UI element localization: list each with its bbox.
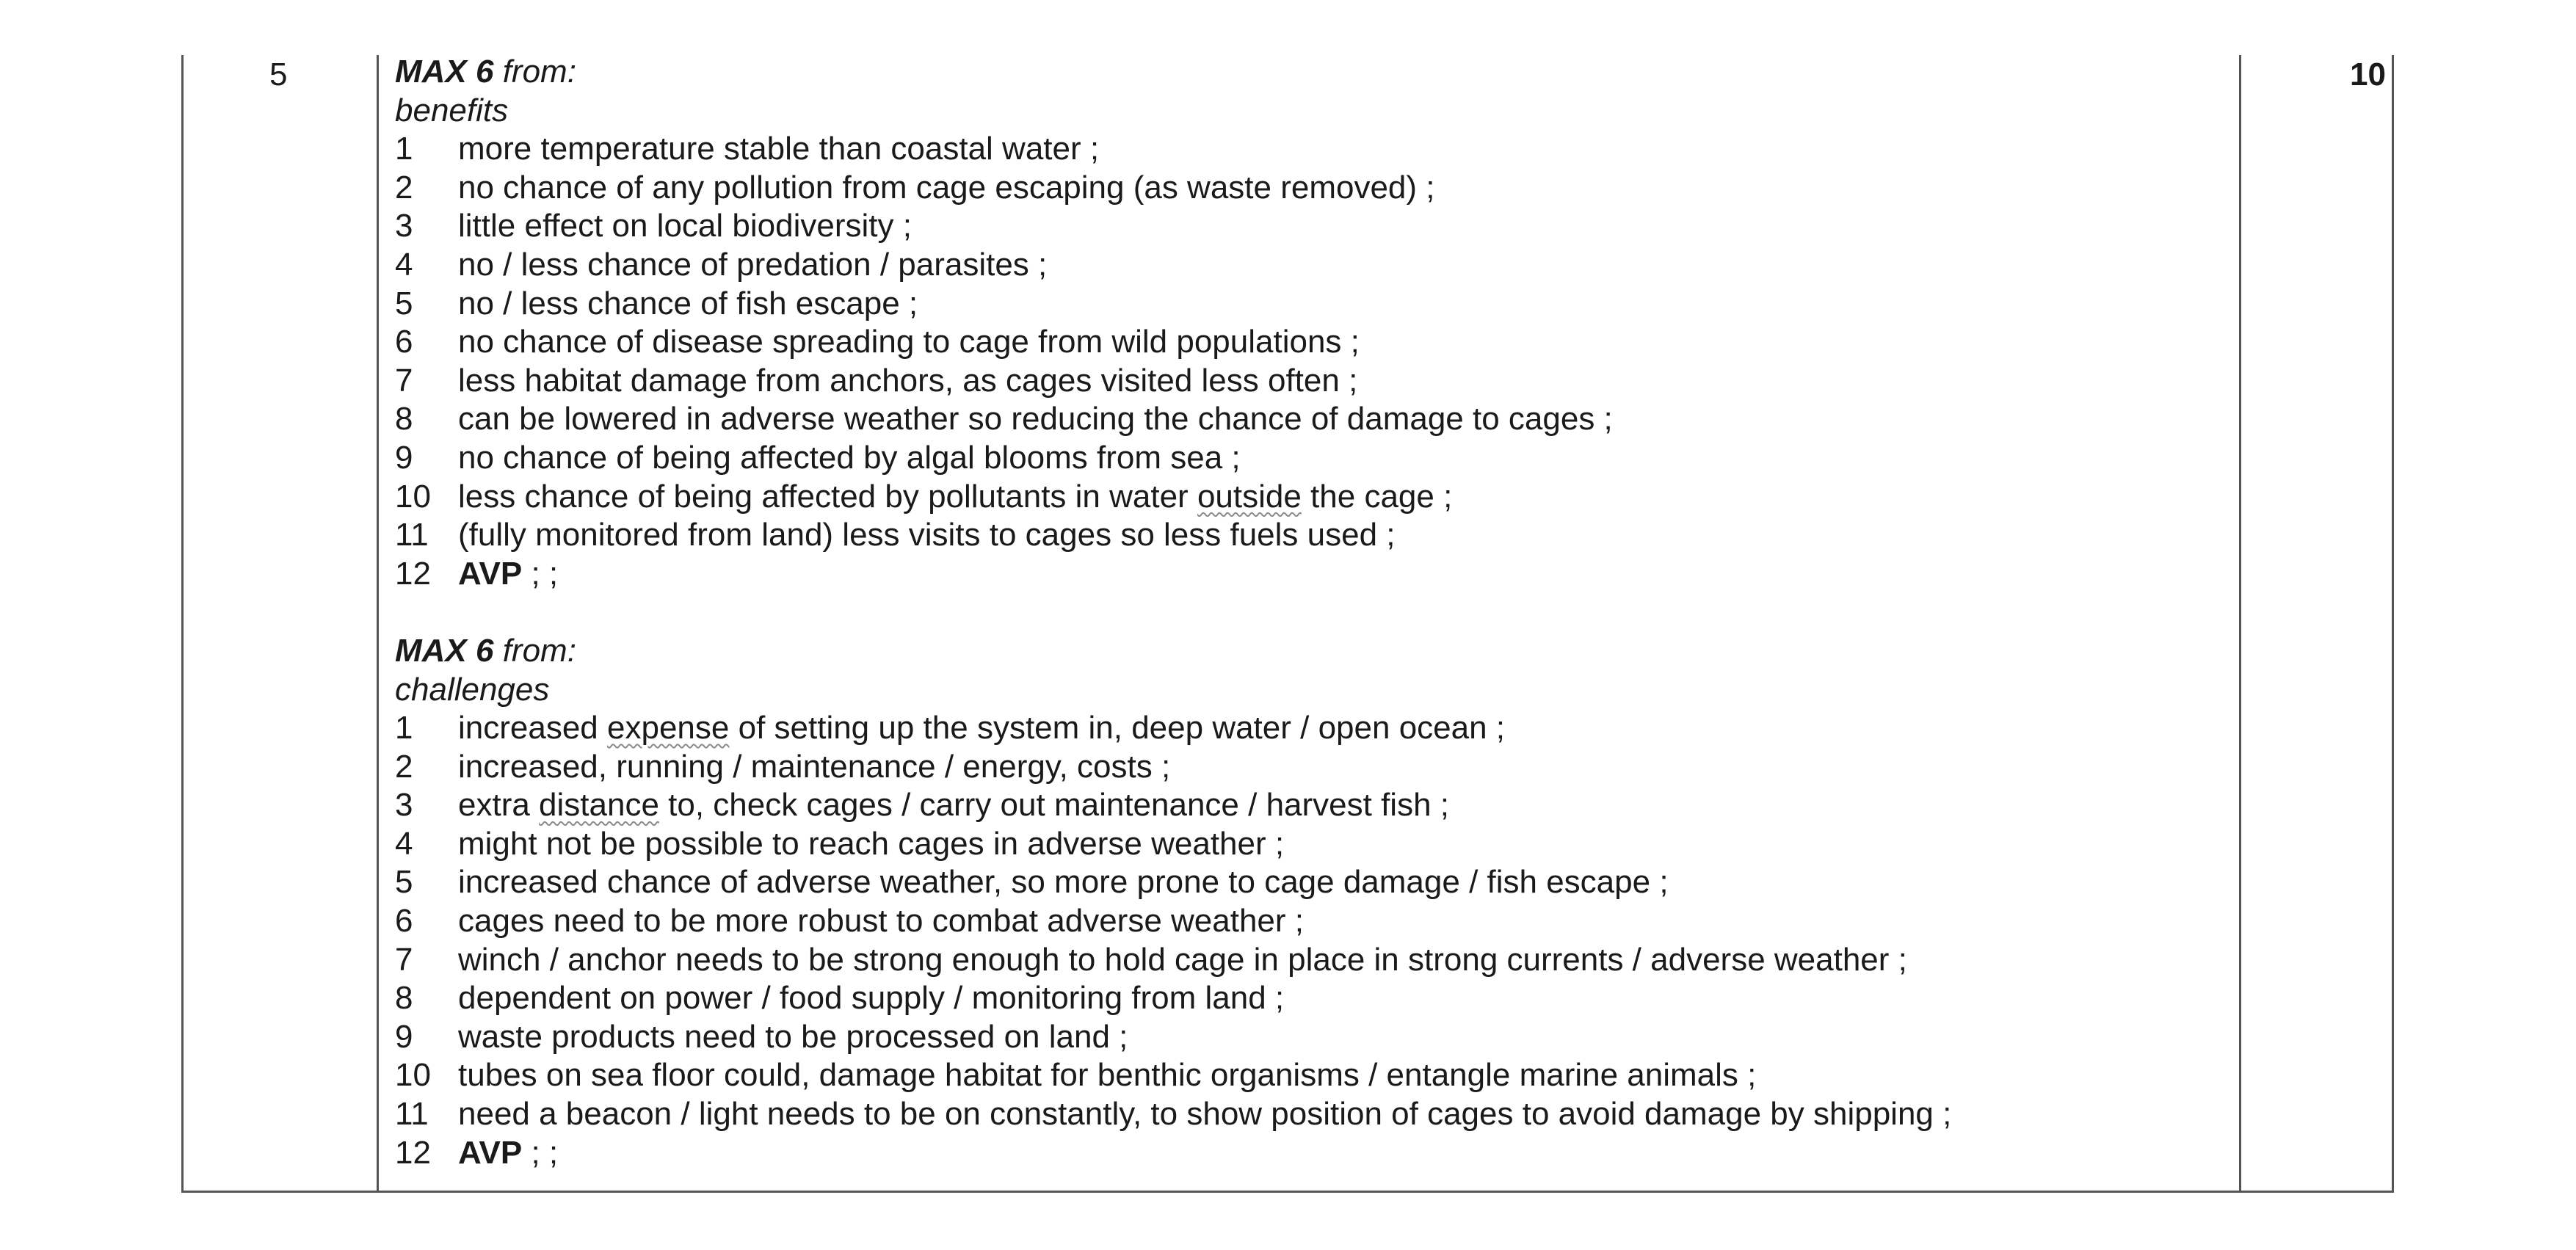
answer-point [395,285,2230,324]
point-number: 1 [395,710,413,746]
spell-check-word: outside [1197,478,1302,515]
answer-point [395,362,2230,401]
point-number: 3 [395,208,413,244]
point-number: 7 [395,941,413,978]
section-title: challenges [395,671,550,708]
section-title: benefits [395,92,509,128]
point-text-part: ; ; [522,1134,559,1171]
point-number: 9 [395,1018,413,1055]
answer-point [395,516,2230,555]
answer-point [395,941,2230,980]
answer-point [395,902,2230,941]
point-number: 12 [395,555,431,592]
point-text: little effect on local biodiversity ; [458,208,912,244]
point-text: no / less chance of predation / parasites ; [458,246,1048,283]
max-from: from: [493,632,576,669]
answer-point [395,555,2230,594]
max-heading [395,53,2230,92]
point-text-part: extra [458,787,540,824]
point-text: cages need to be more robust to combat adverse weather ; [458,903,1304,940]
answer-point [395,863,2230,902]
avp-label: AVP [458,555,523,592]
answer-point [395,130,2230,169]
point-number: 2 [395,169,413,206]
spell-check-word: expense [607,710,730,746]
point-number: 4 [395,825,413,862]
point-text: (fully monitored from land) less visits to cages so less fuels used ; [458,517,1396,553]
answer-point [395,169,2230,208]
point-number: 1 [395,131,413,167]
point-text [458,478,1452,517]
answer-point [395,207,2230,246]
answer-point [395,709,2230,748]
table-divider-question [377,55,379,1193]
answer-content [395,53,2230,1172]
point-text-part: ; ; [522,555,559,592]
answer-point [395,478,2230,517]
point-number: 11 [395,1096,429,1133]
point-text-part: increased [458,710,608,746]
total-marks: 10 [2350,57,2386,92]
table-border-left [181,55,184,1193]
answer-point [395,1134,2230,1173]
point-number: 10 [395,1057,431,1094]
point-number: 4 [395,246,413,283]
spell-check-word: distance [539,787,659,824]
point-number: 6 [395,324,413,360]
point-number: 6 [395,903,413,940]
answer-point [395,748,2230,787]
answer-point [395,825,2230,864]
point-text-part: less chance of being affected by pollutants in water [458,478,1197,515]
point-text [458,1134,558,1173]
table-border-right [2392,55,2394,1193]
section-spacer [395,593,2230,632]
point-number: 2 [395,748,413,785]
answer-point [395,979,2230,1018]
point-text: no chance of any pollution from cage escaping (as waste removed) ; [458,169,1435,206]
point-number: 7 [395,362,413,399]
point-text: no / less chance of fish escape ; [458,285,918,321]
point-text: dependent on power / food supply / monitoring from land ; [458,980,1285,1017]
point-number: 8 [395,980,413,1017]
max-heading [395,632,2230,671]
answer-point [395,439,2230,478]
point-number: 8 [395,401,413,437]
point-number: 9 [395,439,413,476]
answer-point [395,1095,2230,1134]
point-number: 5 [395,864,413,901]
point-text: need a beacon / light needs to be on constantly, to show position of cages to avoid damage by shipping ; [458,1096,1952,1133]
point-text: more temperature stable than coastal water ; [458,131,1100,167]
point-text: no chance of being affected by algal blooms from sea ; [458,439,1241,476]
point-text: winch / anchor needs to be strong enough to hold cage in place in strong currents / adverse weather ; [458,941,1907,978]
point-text: less habitat damage from anchors, as cages visited less often ; [458,362,1358,399]
point-number: 12 [395,1134,431,1171]
point-text: waste products need to be processed on land ; [458,1018,1128,1055]
point-text: increased, running / maintenance / energy, costs ; [458,748,1171,785]
avp-label: AVP [458,1134,523,1171]
point-number: 3 [395,787,413,824]
answer-point [395,786,2230,825]
max-from: from: [493,54,576,90]
point-text: increased chance of adverse weather, so more prone to cage damage / fish escape ; [458,864,1669,901]
answer-point [395,1018,2230,1057]
question-number: 5 [269,57,288,92]
answer-point [395,400,2230,439]
point-text-part: of setting up the system in, deep water / open ocean ; [729,710,1506,746]
max-label: MAX 6 [395,632,494,669]
point-number: 5 [395,285,413,321]
point-text [458,709,1505,748]
answer-point [395,246,2230,285]
point-number: 10 [395,478,431,515]
answer-point [395,1056,2230,1095]
point-text-part: the cage ; [1301,478,1453,515]
point-text: tubes on sea floor could, damage habitat for benthic organisms / entangle marine animals ; [458,1057,1757,1094]
table-border-bottom [181,1191,2394,1193]
point-text: no chance of disease spreading to cage from wild populations ; [458,324,1360,360]
point-text: can be lowered in adverse weather so reducing the chance of damage to cages ; [458,401,1613,437]
point-text: might not be possible to reach cages in adverse weather ; [458,825,1285,862]
answer-point [395,323,2230,362]
point-text [458,786,1449,825]
point-text [458,555,558,594]
max-label: MAX 6 [395,54,494,90]
table-divider-marks [2239,55,2241,1193]
point-number: 11 [395,517,429,553]
point-text-part: to, check cages / carry out maintenance / harvest fish ; [658,787,1450,824]
